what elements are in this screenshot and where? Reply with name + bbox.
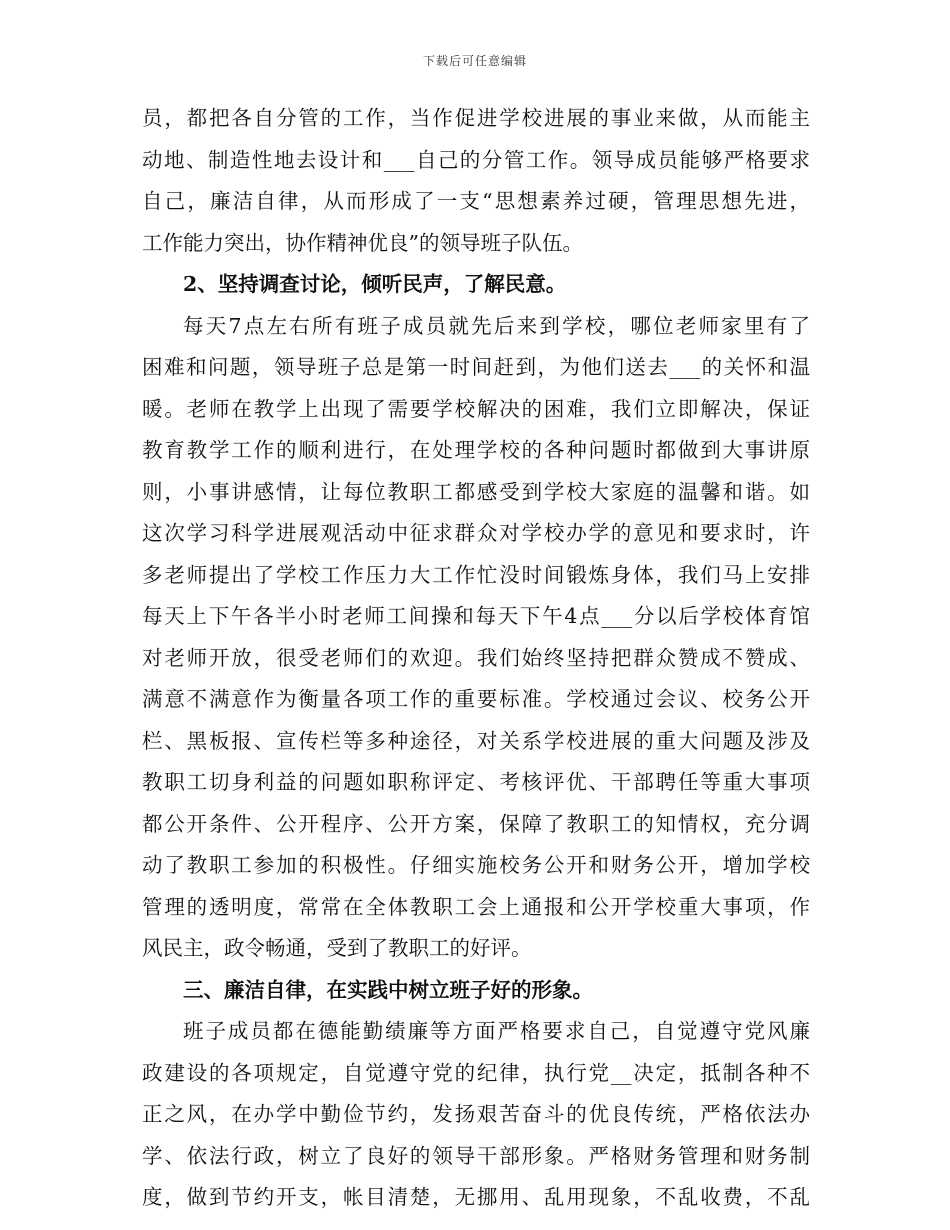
text-line: 对老师开放，很受老师们的欢迎。我们始终坚持把群众赞成不赞成、: [142, 645, 810, 670]
text-line: 教育教学工作的顺利进行，在处理学校的各种问题时都做到大事讲原: [142, 438, 810, 462]
text-line: 困难和问题，领导班子总是第一时间赶到，为他们送去___的关怀和温: [142, 355, 810, 379]
text-line: 自己，廉洁自律，从而形成了一支“思想素养过硬，管理思想先进，: [142, 189, 810, 213]
text-line: 多老师提出了学校工作压力大工作忙没时间锻炼身体，我们马上安排: [142, 562, 810, 587]
text-line: 都公开条件、公开程序、公开方案，保障了教职工的知情权，充分调: [142, 811, 810, 836]
section-heading: 2、坚持调查讨论，倾听民声，了解民意。: [183, 272, 567, 296]
text-line: 则，小事讲感情，让每位教职工都感受到学校大家庭的温馨和谐。如: [142, 479, 810, 504]
text-line: 这次学习科学进展观活动中征求群众对学校办学的意见和要求时，许: [142, 521, 810, 545]
text-line: 度，做到节约开支，帐目清楚，无挪用、乱用现象，不乱收费，不乱: [142, 1185, 810, 1209]
text-line: 正之风，在办学中勤俭节约，发扬艰苦奋斗的优良传统，严格依法办: [142, 1102, 810, 1126]
text-line: 暖。老师在教学上出现了需要学校解决的困难，我们立即解决，保证: [142, 396, 810, 421]
text-line: 班子成员都在德能勤绩廉等方面严格要求自己，自觉遵守党风廉: [183, 1019, 810, 1043]
text-line: 每天上下午各半小时老师工间操和每天下午4点___分以后学校体育馆: [142, 604, 810, 628]
text-line: 管理的透明度，常常在全体教职工会上通报和公开学校重大事项，作: [142, 894, 810, 919]
text-line: 员，都把各自分管的工作，当作促进学校进展的事业来做，从而能主: [142, 106, 810, 130]
document-body: [142, 98, 810, 1219]
text-line: 栏、黑板报、宣传栏等多种途径，对关系学校进展的重大问题及涉及: [142, 728, 810, 753]
text-line: 满意不满意作为衡量各项工作的重要标准。学校通过会议、校务公开: [142, 687, 810, 711]
section-heading: 三、廉洁自律，在实践中树立班子好的形象。: [183, 977, 593, 1002]
text-line: 教职工切身利益的问题如职称评定、考核评优、干部聘任等重大事项: [142, 770, 810, 794]
text-line: 风民主，政令畅通，受到了教职工的好评。: [142, 936, 532, 960]
text-line: 每天7点左右所有班子成员就先后来到学校，哪位老师家里有了: [183, 313, 810, 338]
text-line: 政建设的各项规定，自觉遵守党的纪律，执行党__决定，抵制各种不: [142, 1060, 810, 1085]
text-line: 学、依法行政，树立了良好的领导干部形象。严格财务管理和财务制: [142, 1143, 810, 1168]
text-line: 动了教职工参加的积极性。仔细实施校务公开和财务公开，增加学校: [142, 853, 810, 877]
text-line: 工作能力突出，协作精神优良”的领导班子队伍。: [142, 230, 583, 255]
text-line: 动地、制造性地去设计和___自己的分管工作。领导成员能够严格要求: [142, 147, 810, 172]
page-header: 下载后可任意编辑: [422, 54, 527, 68]
